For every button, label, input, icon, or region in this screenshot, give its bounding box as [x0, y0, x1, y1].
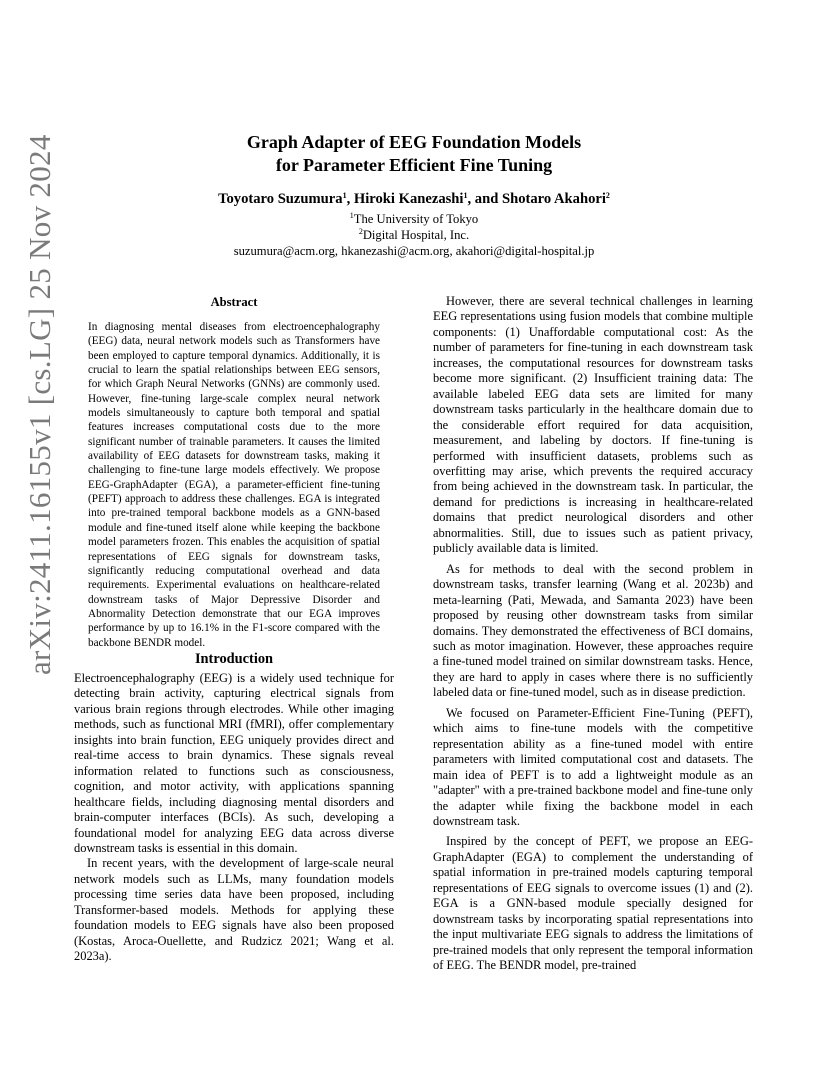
author-emails: suzumura@acm.org, hkanezashi@acm.org, akahori@digital-hospital.jp: [233, 244, 595, 258]
abstract-paragraph: In diagnosing mental diseases from electroencephalography (EEG) data, neural network models such as Transformers have been employed to capture temporal dynamics. Additionally, it is crucial to learn the spatial relationships between EEG sensors, for which Graph Neural Networks (GNNs) are commonly used. However, fine-tuning large-scale complex neural network models simultaneously to capture both temporal and spatial features increases computational costs due to the more significant number of trainable parameters. It causes the limited availability of EEG datasets for downstream tasks, making it challenging to fine-tune large models effectively. We propose EEG-GraphAdapter (EGA), a parameter-efficient fine-tuning (PEFT) approach to address these challenges. EGA is integrated into pre-trained temporal backbone models as a GNN-based module and fine-tuned itself alone while keeping the backbone model parameters frozen. This enables the acquisition of spatial representations of EEG signals for downstream tasks, significantly reducing computational overhead and data requirements. Experimental evaluations on healthcare-related downstream tasks of Major Depressive Disorder and Abnormality Detection demonstrate that our EGA improves performance by up to 16.1% in the F1-score compared with the backbone BENDR model.: [88, 321, 380, 649]
author-separator: , and: [467, 191, 502, 207]
author-affiliation-mark: 2: [605, 191, 610, 200]
right-column-body: [433, 294, 753, 973]
author-affiliation-mark: 1: [463, 191, 468, 200]
author-affiliation-mark: 1: [342, 191, 347, 200]
author-separator: ,: [346, 191, 354, 207]
introduction-heading: Introduction: [194, 651, 274, 667]
body-paragraph: As for methods to deal with the second problem in downstream tasks, transfer learning (Wang et al. 2023b) and meta-learning (Pati, Mewada, and Samanta 2023) have been proposed by reusing other downstream tasks from similar domains. They demonstrated the effectiveness of BCI domains, such as motor imagination. However, these approaches require a fine-tuned model trained on similar downstream tasks. Hence, they are hard to apply in cases where there is no sufficiently labeled data or fine-tuned model, such as in disease prediction.: [433, 561, 753, 700]
affiliation: [0, 228, 828, 243]
body-paragraph: In recent years, with the development of large-scale neural network models such as LLMs, many foundation models processing time series data have been proposed, including Transformer-based models. Methods for applying these foundation models to EEG signals have also been proposed (Kostas, Aroca-Ouellette, and Rudzicz 2021; Wang et al. 2023a).: [74, 856, 394, 964]
affiliation-mark: 1: [349, 211, 354, 220]
abstract-heading: Abstract: [210, 295, 258, 309]
paper-title-line-1: Graph Adapter of EEG Foundation Models: [246, 132, 582, 152]
left-column-body: [74, 671, 394, 965]
affiliation-name: Digital Hospital, Inc.: [362, 228, 470, 242]
body-paragraph: Electroencephalography (EEG) is a widely used technique for detecting brain activity, capturing electrical signals from various brain regions through electrodes. While other imaging methods, such as functional MRI (fMRI), offer complementary insights into brain function, EEG uniquely provides direct and real-time access to brain dynamics. These signals reveal information related to functions such as consciousness, cognition, and motor activity, with applications spanning healthcare fields, including diagnosing mental disorders and brain-computer interfaces (BCIs). As such, developing a foundational model for analyzing EEG data across diverse downstream tasks is essential in this domain.: [74, 671, 394, 855]
body-paragraph: We focused on Parameter-Efficient Fine-Tuning (PEFT), which aims to fine-tune models with the competitive representation ability as a fine-tuned model with entire parameters with limited computational cost and datasets. The main idea of PEFT is to add a lightweight module as an "adapter" with a pre-trained backbone model and fine-tune only the adapter while fixing the backbone model in each downstream task.: [433, 705, 753, 828]
author-list: [0, 191, 828, 208]
body-paragraph: Inspired by the concept of PEFT, we propose an EEG-GraphAdapter (EGA) to complement the understanding of spatial information in pre-trained models capturing temporal representations of EEG signals to overcome issues (1) and (2). EGA is a GNN-based module specially designed for downstream tasks by incorporating spatial representations into the input multivariate EEG signals to address the limitations of pre-trained models that only represent the temporal information of EEG. The BENDR model, pre-trained: [433, 834, 753, 973]
author-name: Toyotaro Suzumura: [218, 191, 343, 207]
affiliation-name: The University of Tokyo: [353, 212, 479, 226]
affiliation: [0, 212, 828, 227]
body-paragraph: However, there are several technical challenges in learning EEG representations using fusion models that combine multiple components: (1) Unaffordable computational cost: As the number of parameters for fine-tuning in each downstream task increases, the computational resources for downstream tasks become more significant. (2) Insufficient training data: The available labeled EEG data sets are limited for many downstream tasks particularly in the healthcare domain due to the considerable effort required for data acquisition, measurement, and labeling by doctors. If fine-tuning is performed with insufficient datasets, problems such as overfitting may arise, which prevents the required accuracy from being achieved in the downstream task. In particular, the demand for predictions is increasing in healthcare-related domains that predict neurological disorders and other abnormalities. Still, due to issues such as patient privacy, publicly available data is limited.: [433, 294, 753, 556]
affiliation-mark: 2: [358, 227, 363, 236]
arxiv-identifier: arXiv:2411.16155v1 [cs.LG] 25 Nov 2024: [22, 134, 57, 675]
paper-title-line-2: for Parameter Efficient Fine Tuning: [275, 155, 553, 175]
abstract-body: [88, 320, 380, 650]
author-name: Hiroki Kanezashi: [353, 191, 464, 207]
author-name: Shotaro Akahori: [501, 191, 606, 207]
